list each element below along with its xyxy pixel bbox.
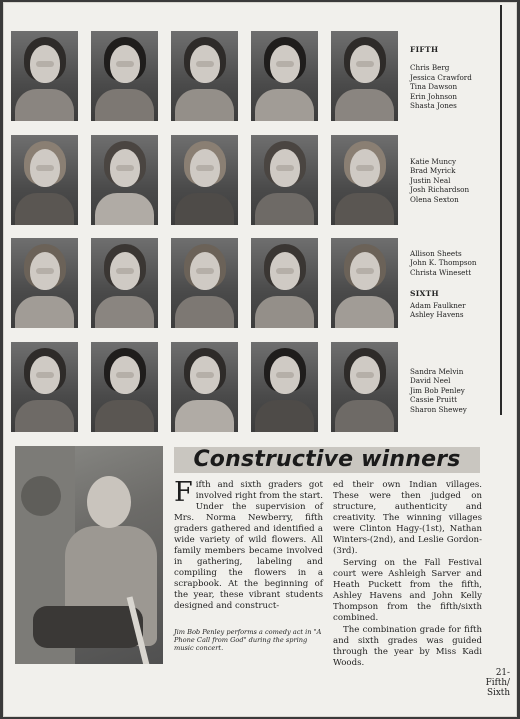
- drop-cap: F: [174, 477, 193, 508]
- feature-photo: [15, 446, 163, 664]
- student-portrait: [251, 31, 318, 121]
- student-portrait: [91, 238, 158, 328]
- grade-heading-fifth: FIFTH: [410, 45, 439, 54]
- student-name: Cassie Pruitt: [410, 395, 457, 405]
- student-name: Brad Myrick: [410, 166, 456, 176]
- student-name: John K. Thompson: [410, 258, 477, 268]
- student-name: Justin Neal: [410, 175, 451, 185]
- student-name: Chris Berg: [410, 63, 450, 73]
- student-portrait: [11, 31, 78, 121]
- student-portrait: [251, 342, 318, 432]
- student-portrait: [331, 31, 398, 121]
- student-portrait: [91, 342, 158, 432]
- student-name: Jim Bob Penley: [410, 385, 465, 395]
- student-name: Josh Richardson: [410, 185, 470, 195]
- student-name: David Neel: [410, 376, 451, 386]
- article-paragraph: ed their own Indian villages. These were then judged on structure, authenticity and creativity. The winning villages were Clinton Hagy-(1st), Nathan Winters-(2nd), and Leslie Gordon-(3rd).: [333, 480, 482, 556]
- page-folio: [474, 668, 510, 698]
- article-paragraph: Serving on the Fall Festival court were Ashleigh Sarver and Heath Puckett from the fifth, Ashley Havens and John Kelly Thompson from the fifth/sixth combined.: [333, 558, 482, 623]
- student-name: Ashley Havens: [410, 310, 464, 320]
- student-portrait: [171, 238, 238, 328]
- student-name: Erin Johnson: [410, 91, 458, 101]
- student-portrait: [91, 31, 158, 121]
- student-portrait: [11, 238, 78, 328]
- article-paragraph: ifth and sixth graders got involved right from the start. Under the supervision of Mrs. Norma Newberry, fifth graders gathered and identified a wide variety of wild flowers. All family members became involved in gathering, labeling and compiling the flowers in a scrapbook. At the beginning of the year, these vibrant students designed and construct-: [174, 480, 323, 611]
- names-row-3: [410, 249, 477, 319]
- names-row-1: [410, 45, 472, 110]
- student-name: Shasta Jones: [410, 101, 457, 111]
- grade-heading-sixth: SIXTH: [410, 289, 439, 299]
- student-name: Allison Sheets: [410, 249, 462, 258]
- student-portrait: [91, 135, 158, 225]
- names-row-4: [410, 367, 467, 414]
- names-row-2: [410, 157, 469, 204]
- student-portrait: [11, 342, 78, 432]
- article-column-1: [174, 477, 323, 612]
- student-name: Adam Faulkner: [410, 300, 466, 310]
- article-column-2: [333, 480, 482, 669]
- yearbook-page: [3, 2, 517, 717]
- student-portrait: [251, 135, 318, 225]
- student-name: Jessica Crawford: [410, 72, 472, 82]
- student-portrait: [251, 238, 318, 328]
- student-portrait: [331, 342, 398, 432]
- student-portrait: [171, 135, 238, 225]
- student-portrait: [331, 238, 398, 328]
- student-name: Olena Sexton: [410, 194, 459, 204]
- student-name: Sharon Shewey: [410, 404, 467, 414]
- student-name: Sandra Melvin: [410, 367, 464, 376]
- student-portrait: [171, 342, 238, 432]
- folio-section: Fifth/: [485, 678, 510, 688]
- student-name: Christa Winesett: [410, 267, 472, 277]
- folio-section: Sixth: [486, 688, 510, 698]
- student-portrait: [11, 135, 78, 225]
- article-headline: Constructive winners: [174, 447, 480, 473]
- student-portrait: [171, 31, 238, 121]
- margin-rule: [500, 5, 502, 415]
- photo-caption: Jim Bob Penley performs a comedy act in "A Phone Call from God" during the spring music concert.: [174, 628, 322, 653]
- student-name: Tina Dawson: [410, 82, 458, 92]
- student-name: Katie Muncy: [410, 157, 457, 166]
- student-portrait: [331, 135, 398, 225]
- article-paragraph: The combination grade for fifth and sixth grades was guided through the year by Miss Kadi Woods.: [333, 625, 482, 668]
- page-number: 21-: [495, 668, 510, 678]
